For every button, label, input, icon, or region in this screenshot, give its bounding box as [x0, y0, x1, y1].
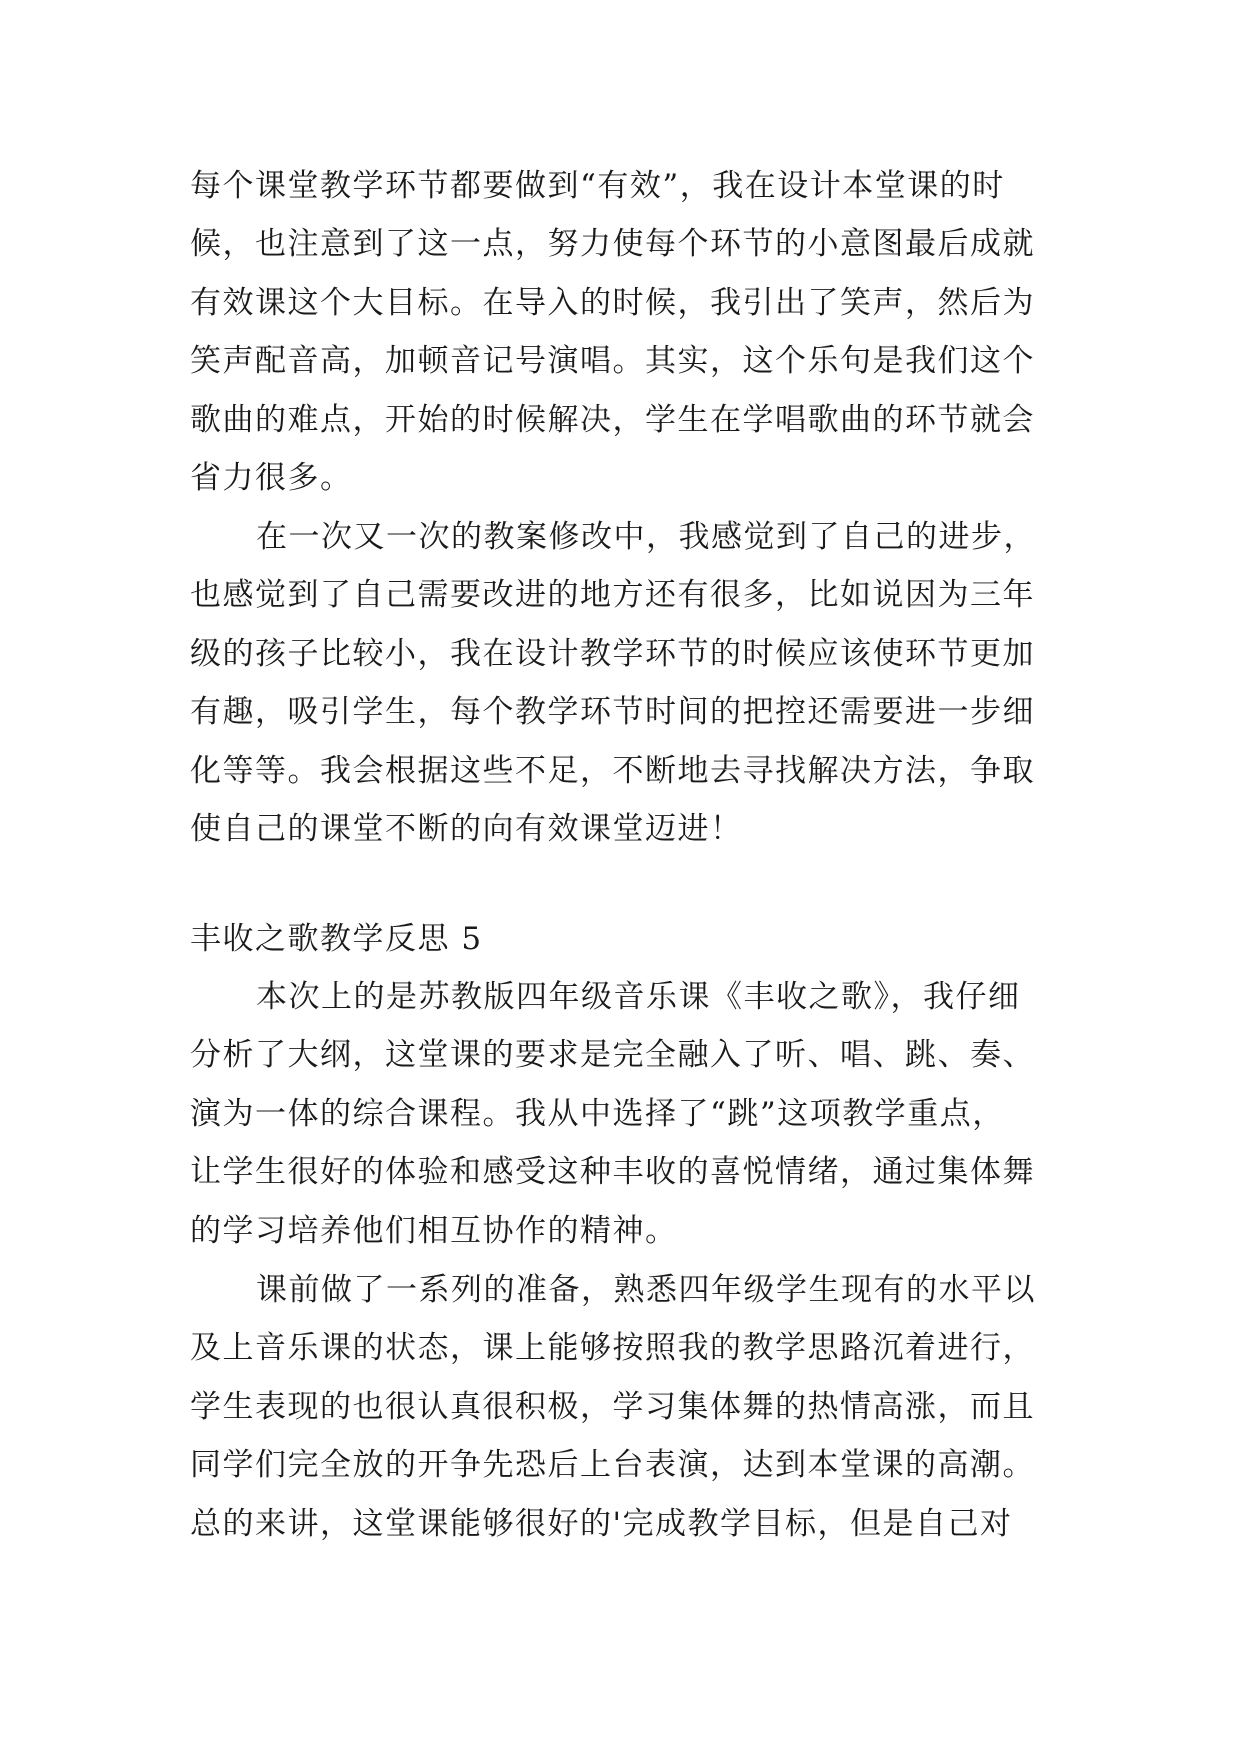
- text-line: 本次上的是苏教版四年级音乐课《丰收之歌》，我仔细: [256, 979, 1021, 1015]
- paragraph-3: [190, 968, 1060, 1260]
- text-line: 的学习培养他们相互协作的精神。: [190, 1212, 678, 1249]
- text-line: 也感觉到了自己需要改进的地方还有很多，比如说因为三年: [190, 577, 1035, 614]
- text-line: 在一次又一次的教案修改中，我感觉到了自己的进步，: [256, 519, 1036, 555]
- text-line: 候，也注意到了这一点，努力使每个环节的小意图最后成就: [190, 226, 1035, 263]
- text-line: 级的孩子比较小，我在设计教学环节的时候应该使环节更加: [190, 635, 1035, 672]
- text-line: 让学生很好的体验和感受这种丰收的喜悦情绪，通过集体舞: [190, 1154, 1035, 1191]
- text-line: 歌曲的难点，开始的时候解决，学生在学唱歌曲的环节就会: [190, 401, 1035, 438]
- paragraph-4: [190, 1261, 1060, 1553]
- text-line: 笑声配音高，加顿音记号演唱。其实，这个乐句是我们这个: [190, 343, 1035, 380]
- text-line: 学生表现的也很认真很积极，学习集体舞的热情高涨，而且: [190, 1388, 1035, 1425]
- text-line: 每个课堂教学环节都要做到“有效”，我在设计本堂课的时: [190, 168, 1005, 204]
- text-line: 使自己的课堂不断的向有效课堂迈进！: [190, 810, 743, 847]
- text-line: 省力很多。: [190, 459, 353, 496]
- paragraph-2: [190, 508, 1060, 858]
- section-title-text: 丰收之歌教学反思 5: [190, 921, 483, 957]
- paragraph-1: [190, 157, 1060, 507]
- section-title: [190, 910, 1060, 968]
- text-line: 及上音乐课的状态，课上能够按照我的教学思路沉着进行，: [190, 1330, 1035, 1367]
- text-line: 总的来讲，这堂课能够很好的'完成教学目标，但是自己对: [190, 1505, 1013, 1542]
- text-line: 化等等。我会根据这些不足，不断地去寻找解决方法，争取: [190, 752, 1035, 789]
- text-line: 分析了大纲，这堂课的要求是完全融入了听、唱、跳、奏、: [190, 1037, 1035, 1074]
- text-line: 同学们完全放的开争先恐后上台表演，达到本堂课的高潮。: [190, 1447, 1035, 1484]
- text-line: 演为一体的综合课程。我从中选择了“跳”这项教学重点，: [190, 1095, 1005, 1132]
- text-line: 有趣，吸引学生，每个教学环节时间的把控还需要进一步细: [190, 694, 1035, 731]
- text-line: 有效课这个大目标。在导入的时候，我引出了笑声，然后为: [190, 284, 1035, 321]
- text-line: 课前做了一系列的准备，熟悉四年级学生现有的水平以: [256, 1272, 1036, 1308]
